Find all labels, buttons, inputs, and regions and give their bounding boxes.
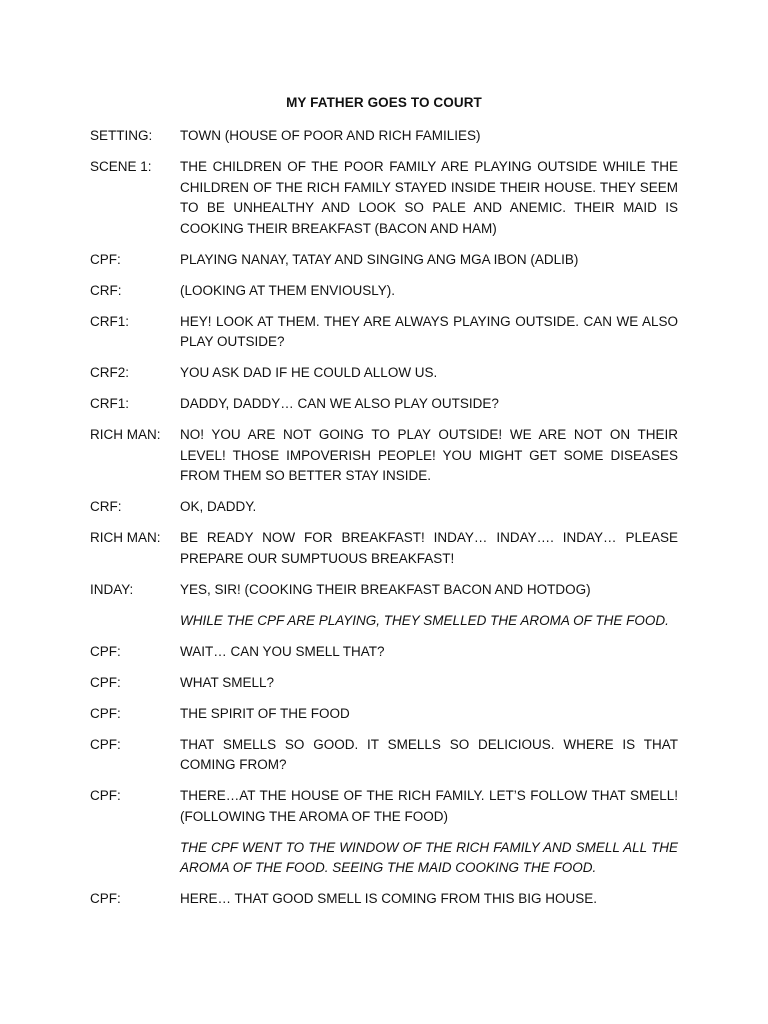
speaker-label: SETTING: [90, 128, 153, 143]
dialogue-text: TOWN (HOUSE OF POOR AND RICH FAMILIES) [180, 128, 481, 143]
speaker-label: CRF2: [90, 365, 130, 380]
script-entry [90, 250, 678, 271]
speaker-label: SCENE 1: [90, 159, 152, 174]
speaker-label: CPF: [90, 736, 121, 752]
dialogue-text: THE CHILDREN OF THE POOR FAMILY ARE PLAYING OUTSIDE WHILE THE CHILDREN OF THE RICH FAMILY STAYED INSIDE THEIR HOUSE. THEY SEEM TO BE UNHEALTHY AND LOOK SO PALE AND ANEMIC. THEIR MAID IS COOKING THEIR BREAKFAST (BACON AND HAM) [180, 159, 678, 236]
speaker-label: INDAY: [90, 581, 134, 597]
speaker-label: CRF: [90, 282, 122, 298]
script-entry [90, 312, 678, 353]
dialogue-text: WAIT… CAN YOU SMELL THAT? [180, 643, 385, 659]
script-body [90, 126, 678, 920]
dialogue-text: OK, DADDY. [180, 499, 257, 514]
speaker-label: CPF: [90, 788, 121, 803]
script-entry [90, 363, 678, 384]
script-entry [90, 281, 678, 302]
speaker-label: CPF: [90, 251, 121, 267]
script-entry [90, 889, 678, 910]
dialogue-text: THAT SMELLS SO GOOD. IT SMELLS SO DELICIOUS. WHERE IS THAT COMING FROM? [180, 736, 678, 772]
dialogue-text: WHAT SMELL? [180, 674, 275, 690]
speaker-label: CRF1: [90, 313, 130, 329]
speaker-label: RICH MAN: [90, 530, 161, 545]
speaker-label: CPF: [90, 674, 121, 690]
stage-direction: WHILE THE CPF ARE PLAYING, THEY SMELLED THE AROMA OF THE FOOD. [180, 612, 669, 628]
speaker-label: CPF: [90, 643, 121, 659]
script-entry [90, 580, 678, 601]
speaker-label: CPF: [90, 705, 121, 721]
speaker-label: RICH MAN: [90, 427, 161, 442]
speaker-label: CPF: [90, 891, 121, 906]
script-entry [90, 394, 678, 415]
script-entry [90, 735, 678, 776]
dialogue-text: HERE… THAT GOOD SMELL IS COMING FROM THIS BIG HOUSE. [180, 891, 598, 906]
script-entry [90, 704, 678, 725]
script-entry [90, 642, 678, 663]
dialogue-text: NO! YOU ARE NOT GOING TO PLAY OUTSIDE! WE ARE NOT ON THEIR LEVEL! THOSE IMPOVERISH PEOPLE! YOU MIGHT GET SOME DISEASES FROM THEM SO BETTER STAY INSIDE. [180, 427, 678, 483]
script-entry [90, 786, 678, 827]
page-title: MY FATHER GOES TO COURT [286, 95, 482, 110]
script-entry [90, 611, 678, 632]
script-entry [90, 126, 678, 147]
dialogue-text: (LOOKING AT THEM ENVIOUSLY). [180, 282, 396, 298]
script-entry [90, 673, 678, 694]
dialogue-text: YOU ASK DAD IF HE COULD ALLOW US. [180, 365, 438, 380]
dialogue-text: YES, SIR! (COOKING THEIR BREAKFAST BACON AND HOTDOG) [180, 581, 591, 597]
speaker-label: CRF: [90, 499, 122, 514]
dialogue-text: HEY! LOOK AT THEM. THEY ARE ALWAYS PLAYING OUTSIDE. CAN WE ALSO PLAY OUTSIDE? [180, 313, 678, 349]
speaker-label: CRF1: [90, 396, 130, 411]
stage-direction: THE CPF WENT TO THE WINDOW OF THE RICH FAMILY AND SMELL ALL THE AROMA OF THE FOOD. SEEING THE MAID COOKING THE FOOD. [180, 839, 678, 875]
script-entry [90, 425, 678, 487]
dialogue-text: BE READY NOW FOR BREAKFAST! INDAY… INDAY…. INDAY… PLEASE PREPARE OUR SUMPTUOUS BREAKFAST! [180, 530, 678, 566]
dialogue-text: THERE…AT THE HOUSE OF THE RICH FAMILY. LET’S FOLLOW THAT SMELL! (FOLLOWING THE AROMA OF THE FOOD) [180, 788, 678, 824]
dialogue-text: THE SPIRIT OF THE FOOD [180, 705, 350, 721]
script-entry [90, 497, 678, 518]
script-entry [90, 157, 678, 239]
dialogue-text: DADDY, DADDY… CAN WE ALSO PLAY OUTSIDE? [180, 396, 499, 411]
speaker-label [90, 838, 180, 879]
script-entry [90, 838, 678, 879]
speaker-label [90, 611, 180, 632]
script-entry [90, 528, 678, 569]
dialogue-text: PLAYING NANAY, TATAY AND SINGING ANG MGA IBON (ADLIB) [180, 251, 579, 267]
